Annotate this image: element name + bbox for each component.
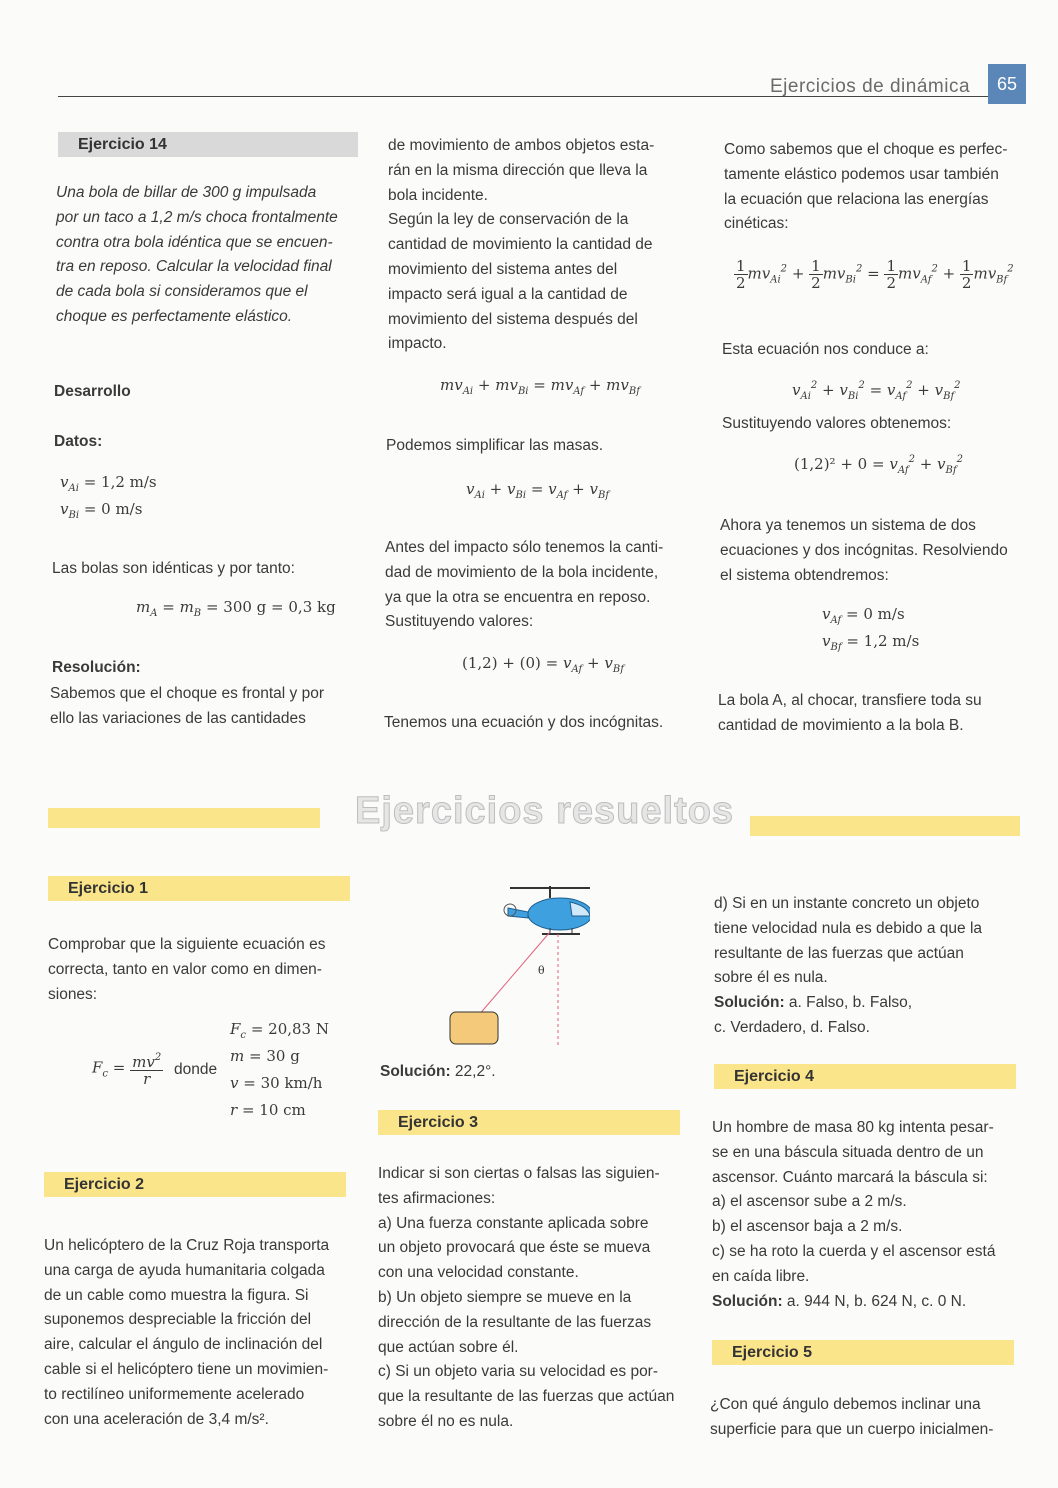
col3-text-b: Ahora ya tenemos un sistema de dos ecuaciones y dos incógnitas. Resolviendo el sistema obtendremos: xyxy=(720,517,1008,584)
una-ecuacion-text: Tenemos una ecuación y dos incógnitas. xyxy=(384,714,664,731)
velocity-equation: $v_{Ai} + v_{Bi} = v_{Af} + v_{Bf}$ xyxy=(466,480,610,501)
centripetal-equation: $F_c$ = $\frac{mv^2}{r}$ xyxy=(92,1052,162,1088)
section-bar-right xyxy=(750,816,1020,836)
result-vBf: $v_{Bf} = 1,2$ m/s xyxy=(822,632,920,653)
dato-vBi: $v_{Bi} = 0$ m/s xyxy=(60,500,143,521)
energy-equation: $\frac{1}{2}$ $mv_{Ai}^2$ + $\frac{1}{2}$ $mv_{Bi}^2$ = $\frac{1}{2}$ $mv_{Af}^2$ + $\frac{1}{2}$ $mv_{Bf}^2$ xyxy=(736,257,1014,292)
resolucion-text: Sabemos que el choque es frontal y por ello las variaciones de las cantidades xyxy=(50,685,325,727)
result-vAf: $v_{Af} = 0$ m/s xyxy=(822,605,905,626)
exercise-2-solution: Solución: 22,2°. xyxy=(380,1063,496,1080)
exercise-2-text: Un helicóptero de la Cruz Roja transporta una carga de ayuda humanitaria colgada de un cable como muestra la figura. Si suponemos despreciable la fricción del aire, calcular el ángulo de inclinación del cable si el helicóptero tiene un movimien- to rectilíneo uniformemente acelerado con una aceleración de 3,4 m/s². xyxy=(44,1237,330,1428)
momentum-equation: $mv_{Ai} + mv_{Bi} = mv_{Af} + mv_{Bf}$ xyxy=(440,376,640,397)
value-Fc: $F_c = 20,83$ N xyxy=(230,1020,329,1041)
cargo-load xyxy=(450,1012,498,1044)
helicopter-tail xyxy=(508,908,528,918)
dato-vAi: $v_{Ai} = 1,2$ m/s xyxy=(60,473,157,494)
exercise-14-statement: Una bola de billar de 300 g impulsada por un taco a 1,2 m/s choca frontalmente contra otra bola idéntica que se encuen- tra en reposo. Calcular la velocidad final de cada bola si consideramos que el choque es perfectamente elástico. xyxy=(56,184,338,325)
section-bar-left xyxy=(48,808,320,828)
sustituyendo-text: Sustituyendo valores obtenemos: xyxy=(722,415,952,432)
exercise-3-text: Indicar si son ciertas o falsas las siguien- tes afirmaciones: a) Una fuerza constante aplicada sobre un objeto provocará que éste se mueva con una velocidad constante. b) Un objeto siempre se mueve en la dirección de la resultante de las fuerzas que actúan sobre él. c) Si un objeto varia su velocidad es por- que la resultante de las fuerzas que actúan sobre él no es nula. xyxy=(378,1165,675,1430)
col2-text-b: Antes del impacto sólo tenemos la canti- dad de movimiento de la bola incidente, ya que la otra se encuentra en reposo. Sustituyendo valores: xyxy=(385,539,664,631)
header-title: Ejercicios de dinámica xyxy=(770,76,971,97)
value-r: r = 10 cm xyxy=(230,1101,306,1119)
value-v: v = 30 km/h xyxy=(230,1074,323,1092)
substitution-squared-equation: $(1,2)^2 + 0 = v_{Af}^2 + v_{Bf}^2$ xyxy=(794,454,963,476)
page-number: 65 xyxy=(988,64,1026,104)
section-title: Ejercicios resueltos xyxy=(355,790,735,832)
exercise-2-label: Ejercicio 2 xyxy=(44,1172,346,1197)
substitution-equation: $(1,2) + (0) = v_{Af} + v_{Bf}$ xyxy=(462,654,624,675)
exercise-1-label: Ejercicio 1 xyxy=(48,876,350,901)
simplificar-text: Podemos simplificar las masas. xyxy=(386,437,604,454)
resolucion-heading: Resolución: xyxy=(52,659,141,676)
identicas-text: Las bolas son idénticas y por tanto: xyxy=(52,560,295,577)
col3-text-a: Como sabemos que el choque es perfec- tamente elástico podemos usar también la ecuación que relaciona las energías cinéticas: xyxy=(724,141,1008,233)
helicopter-figure xyxy=(430,876,590,1056)
squared-equation: $v_{Ai}^2 + v_{Bi}^2 = v_{Af}^2 + v_{Bf}^2$ xyxy=(792,380,961,402)
exercise-5-label: Ejercicio 5 xyxy=(712,1340,1014,1365)
exercise-5-text: ¿Con qué ángulo debemos inclinar una superficie para que un cuerpo inicialmen- xyxy=(710,1396,994,1438)
col3-text-c: La bola A, al chocar, transfiere toda su cantidad de movimiento a la bola B. xyxy=(718,692,982,734)
angle-label: θ xyxy=(538,964,545,977)
exercise-4-label: Ejercicio 4 xyxy=(714,1064,1016,1089)
exercise-1-text: Comprobar que la siguiente ecuación es correcta, tanto en valor como en dimen- siones: xyxy=(48,936,326,1003)
donde-text: donde xyxy=(174,1061,218,1078)
exercise-14-label: Ejercicio 14 xyxy=(58,132,358,157)
conduce-text: Esta ecuación nos conduce a: xyxy=(722,341,929,358)
masses-equation: $m_A = m_B = 300$ g = 0,3 kg xyxy=(136,598,336,619)
desarrollo-heading: Desarrollo xyxy=(54,383,131,400)
exercise-3-text-cont: d) Si en un instante concreto un objeto tiene velocidad nula es debido a que la resultante de las fuerzas que actúan sobre él es nula. Solución: a. Falso, b. Falso, c. Verdadero, d. Falso. xyxy=(714,895,983,1036)
exercise-3-label: Ejercicio 3 xyxy=(378,1110,680,1135)
col2-text-a: de movimiento de ambos objetos esta- rán en la misma dirección que lleva la bola incidente. Según la ley de conservación de la cantidad de movimiento la cantidad de movimiento del sistema antes del impacto será igual a la cantidad de movimiento del sistema después del impacto. xyxy=(388,137,655,353)
value-m: m = 30 g xyxy=(230,1047,300,1065)
datos-heading: Datos: xyxy=(54,433,103,450)
exercise-4-text: Un hombre de masa 80 kg intenta pesar- se en una báscula situada dentro de un ascensor. Cuánto marcará la báscula si: a) el ascensor sube a 2 m/s. b) el ascensor baja a 2 m/s. c) se ha roto la cuerda y el ascensor está en caída libre. Solución: a. 944 N, b. 624 N, c. 0 N. xyxy=(712,1119,996,1310)
